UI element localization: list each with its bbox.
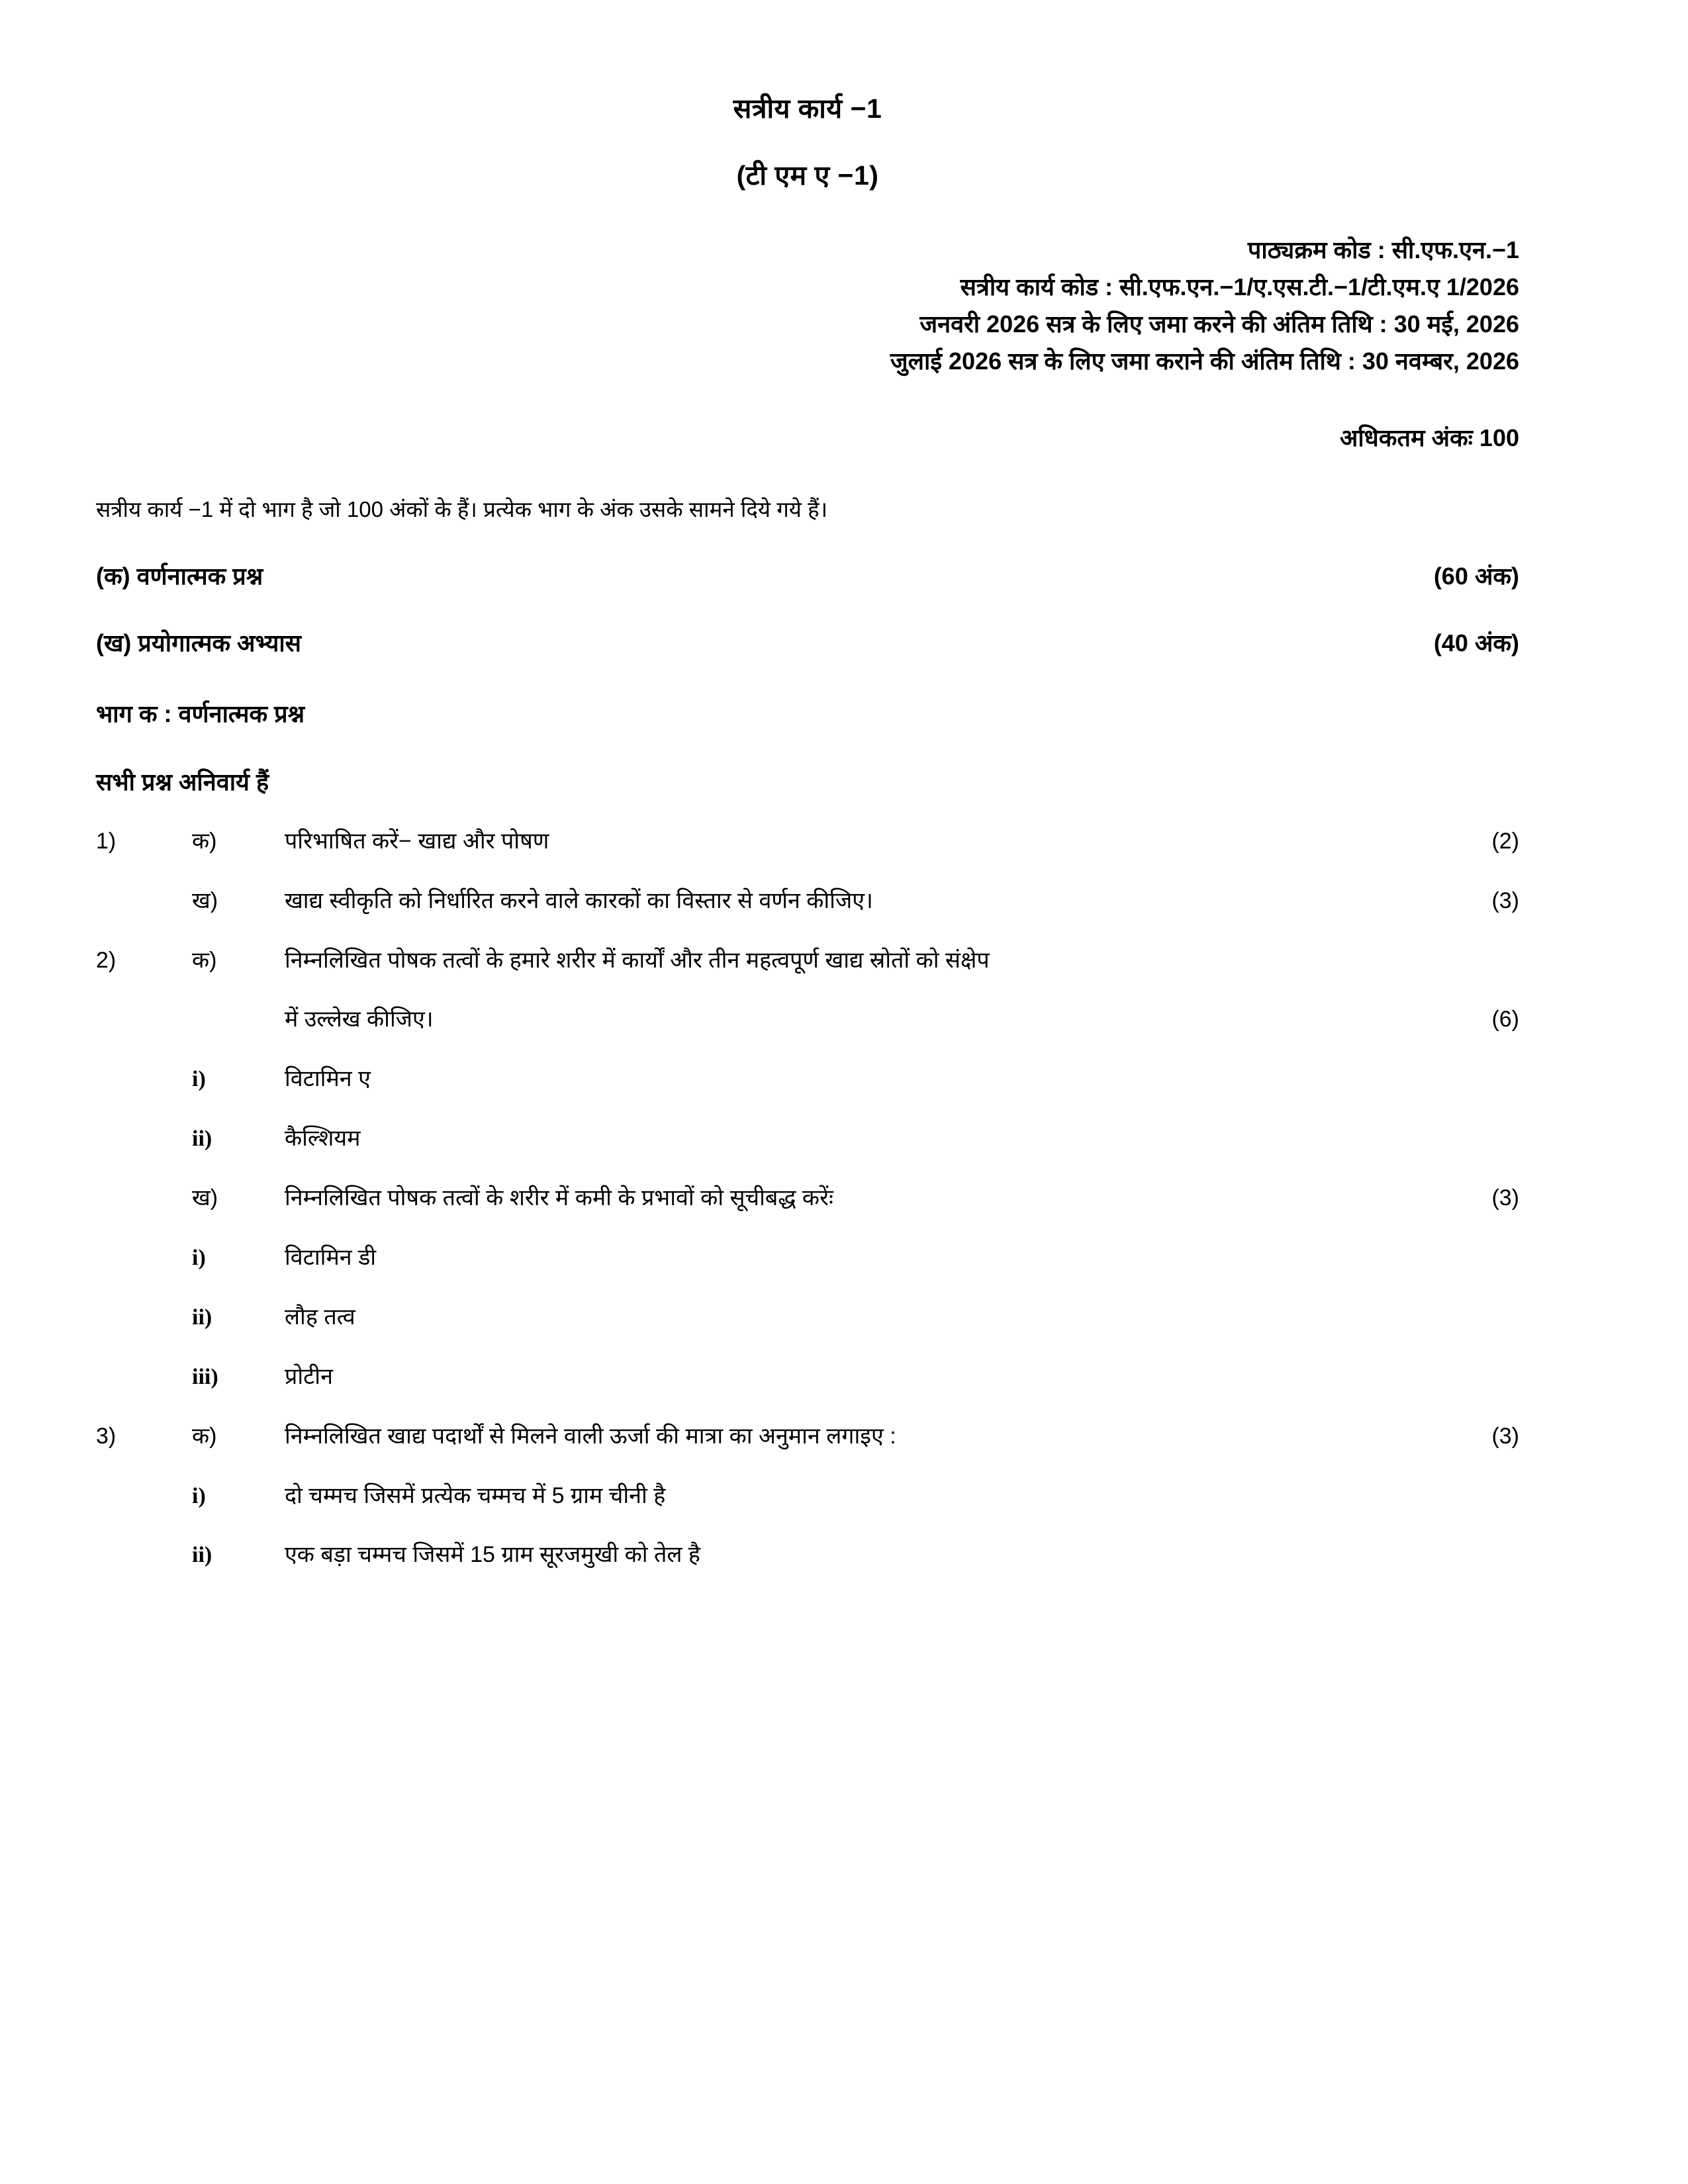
question-text: परिभाषित करें− खाद्य और पोषण xyxy=(285,828,549,854)
question-row xyxy=(96,946,1519,976)
question-text: प्रोटीन xyxy=(285,1363,333,1389)
question-number: 2) xyxy=(96,947,117,973)
question-marks: (2) xyxy=(1491,828,1519,854)
question-marks: (3) xyxy=(1491,887,1519,913)
question-marks: (3) xyxy=(1491,1185,1519,1211)
january-session-due-date-line: जनवरी 2026 सत्र के लिए जमा करने की अंतिम तिथि : 30 मई, 2026 xyxy=(919,310,1519,338)
part-row xyxy=(96,559,1519,592)
question-row xyxy=(96,1243,1519,1273)
question-row xyxy=(96,1183,1519,1214)
assignment-meta-block xyxy=(96,232,1519,379)
part-marks: (40 अंक) xyxy=(1433,629,1519,657)
question-sub-label: ii) xyxy=(192,1304,212,1330)
question-row xyxy=(96,1124,1519,1154)
question-row xyxy=(96,1481,1519,1512)
question-text: निम्नलिखित पोषक तत्वों के शरीर में कमी के प्रभावों को सूचीबद्ध करेंः xyxy=(285,1185,833,1211)
question-marks: (3) xyxy=(1491,1423,1519,1449)
all-questions-compulsory-note: सभी प्रश्न अनिवार्य हैं xyxy=(96,768,269,796)
question-marks: (6) xyxy=(1491,1007,1519,1032)
question-number: 3) xyxy=(96,1423,117,1449)
page-title: सत्रीय कार्य −1 xyxy=(733,93,882,124)
question-row xyxy=(96,827,1519,857)
page-subtitle: (टी एम ए −1) xyxy=(736,160,879,191)
maximum-marks-line: अधिकतम अंकः 100 xyxy=(1339,424,1519,451)
question-sub-label: क) xyxy=(192,947,217,973)
question-row xyxy=(96,1302,1519,1333)
question-sub-label: i) xyxy=(192,1067,206,1092)
question-text: दो चम्मच जिसमें प्रत्येक चम्मच में 5 ग्राम चीनी है xyxy=(285,1482,666,1508)
july-session-due-date-line: जुलाई 2026 सत्र के लिए जमा कराने की अंतिम तिथि : 30 नवम्बर, 2026 xyxy=(890,347,1519,375)
part-label: (ख) प्रयोगात्मक अभ्यास xyxy=(96,629,302,657)
question-row xyxy=(96,1064,1519,1095)
question-sub-label: ii) xyxy=(192,1543,212,1568)
question-sub-label: ii) xyxy=(192,1126,212,1152)
question-row xyxy=(96,1540,1519,1570)
question-sub-label: ख) xyxy=(192,887,218,913)
question-text: में उल्लेख कीजिए। xyxy=(285,1007,434,1032)
question-number: 1) xyxy=(96,828,117,854)
question-text: निम्नलिखित पोषक तत्वों के हमारे शरीर में कार्यों और तीन महत्वपूर्ण खाद्य स्रोतों को संक्षेप xyxy=(285,947,990,973)
question-text: खाद्य स्वीकृति को निर्धारित करने वाले कारकों का विस्तार से वर्णन कीजिए। xyxy=(285,887,873,913)
course-code-line: पाठ्यक्रम कोड : सी.एफ.एन.−1 xyxy=(1247,236,1519,264)
section-heading: भाग क : वर्णनात्मक प्रश्न xyxy=(96,700,305,727)
assignment-code-line: सत्रीय कार्य कोड : सी.एफ.एन.−1/ए.एस.टी.−1/टी.एम.ए 1/2026 xyxy=(960,273,1519,301)
page-content xyxy=(96,0,1519,1570)
question-sub-label: ख) xyxy=(192,1185,218,1211)
question-sub-label: i) xyxy=(192,1245,206,1270)
question-sub-label: क) xyxy=(192,828,217,854)
question-row xyxy=(96,1005,1519,1035)
question-text: कैल्शियम xyxy=(285,1126,361,1152)
question-sub-label: i) xyxy=(192,1483,206,1508)
question-text: विटामिन ए xyxy=(285,1066,371,1092)
part-marks: (60 अंक) xyxy=(1433,562,1519,590)
parts-list xyxy=(96,559,1519,659)
question-row xyxy=(96,1422,1519,1452)
question-text: विटामिन डी xyxy=(285,1244,377,1270)
question-sub-label: क) xyxy=(192,1423,217,1449)
question-text: एक बड़ा चम्मच जिसमें 15 ग्राम सूरजमुखी को तेल है xyxy=(285,1542,700,1568)
part-row xyxy=(96,626,1519,659)
question-row xyxy=(96,886,1519,917)
question-row xyxy=(96,1362,1519,1392)
assignment-intro-text: सत्रीय कार्य −1 में दो भाग है जो 100 अंकों के हैं। प्रत्येक भाग के अंक उसके सामने दिये गये हैं। xyxy=(96,496,828,522)
questions-list xyxy=(96,827,1519,1571)
part-label: (क) वर्णनात्मक प्रश्न xyxy=(96,562,263,590)
question-text: लौह तत्व xyxy=(285,1304,355,1330)
question-text: निम्नलिखित खाद्य पदार्थों से मिलने वाली ऊर्जा की मात्रा का अनुमान लगाइए : xyxy=(285,1423,896,1449)
question-sub-label: iii) xyxy=(192,1364,218,1389)
